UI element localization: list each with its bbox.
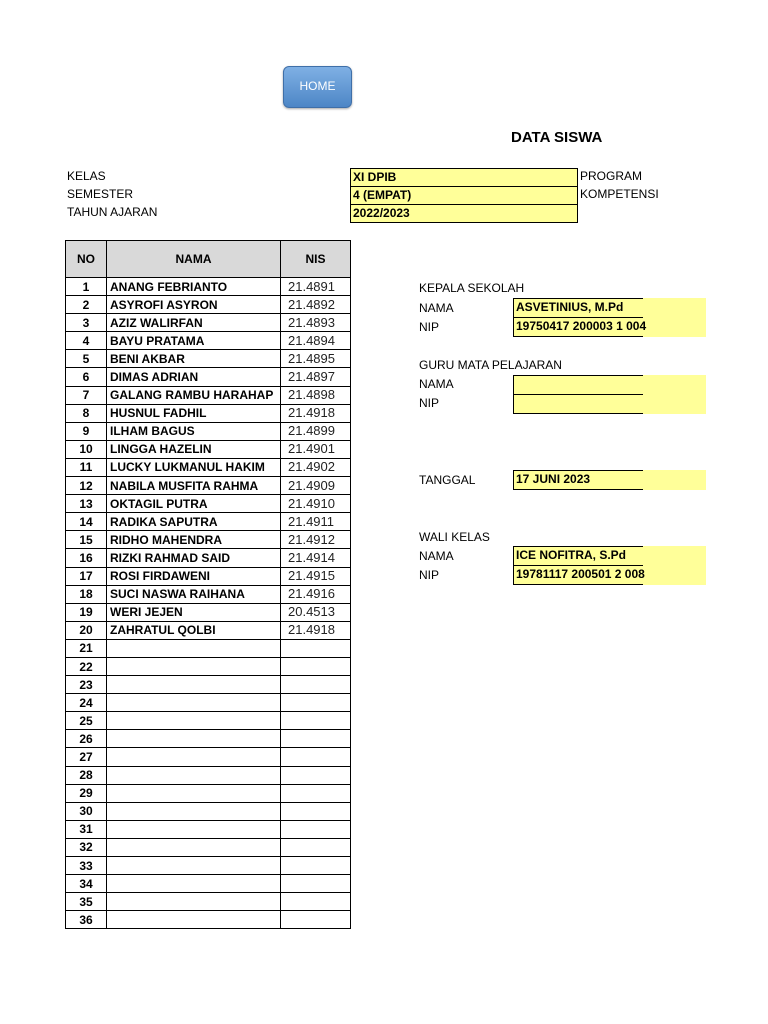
- table-row: [66, 820, 351, 838]
- row-number[interactable]: 35: [66, 893, 107, 911]
- student-nis[interactable]: 21.4918: [281, 404, 351, 422]
- guru-nama-label: NAMA: [419, 377, 454, 391]
- table-row: [66, 422, 351, 440]
- row-number[interactable]: 2: [66, 296, 107, 314]
- page-title: DATA SISWA: [511, 129, 603, 146]
- row-number[interactable]: 18: [66, 585, 107, 603]
- student-nis[interactable]: [281, 657, 351, 675]
- student-nis[interactable]: 21.4914: [281, 549, 351, 567]
- student-name[interactable]: HUSNUL FADHIL: [107, 404, 281, 422]
- table-row: [66, 332, 351, 350]
- student-nis[interactable]: 21.4895: [281, 350, 351, 368]
- student-nis[interactable]: [281, 712, 351, 730]
- home-button[interactable]: HOME: [283, 66, 352, 108]
- table-row: [66, 712, 351, 730]
- student-name[interactable]: GALANG RAMBU HARAHAP: [107, 386, 281, 404]
- table-row: [66, 621, 351, 639]
- student-name[interactable]: RADIKA SAPUTRA: [107, 513, 281, 531]
- table-row: [66, 458, 351, 476]
- student-nis[interactable]: [281, 838, 351, 856]
- row-number[interactable]: 30: [66, 802, 107, 820]
- table-row: [66, 495, 351, 513]
- table-row: [66, 603, 351, 621]
- table-row: [66, 857, 351, 875]
- semester-field[interactable]: 4 (EMPAT): [350, 186, 578, 205]
- student-nis[interactable]: [281, 893, 351, 911]
- row-number[interactable]: 16: [66, 549, 107, 567]
- wali-nama-label: NAMA: [419, 549, 454, 563]
- student-name[interactable]: [107, 802, 281, 820]
- student-name[interactable]: [107, 838, 281, 856]
- kepala-nip-field[interactable]: 19750417 200003 1 004: [513, 317, 643, 337]
- table-row: [66, 296, 351, 314]
- student-nis[interactable]: [281, 766, 351, 784]
- tahun-ajaran-field[interactable]: 2022/2023: [350, 204, 578, 223]
- student-nis[interactable]: 21.4899: [281, 422, 351, 440]
- tanggal-field[interactable]: 17 JUNI 2023: [513, 470, 643, 490]
- row-number[interactable]: 23: [66, 676, 107, 694]
- row-number[interactable]: 26: [66, 730, 107, 748]
- row-number[interactable]: 32: [66, 838, 107, 856]
- table-row: [66, 386, 351, 404]
- student-nis[interactable]: [281, 676, 351, 694]
- student-name[interactable]: ILHAM BAGUS: [107, 422, 281, 440]
- student-nis[interactable]: 21.4891: [281, 278, 351, 296]
- row-number[interactable]: 19: [66, 603, 107, 621]
- student-name[interactable]: [107, 657, 281, 675]
- student-name[interactable]: RIZKI RAHMAD SAID: [107, 549, 281, 567]
- column-header-no: NO: [66, 241, 107, 278]
- student-nis[interactable]: [281, 857, 351, 875]
- student-name[interactable]: [107, 893, 281, 911]
- row-number[interactable]: 27: [66, 748, 107, 766]
- table-row: [66, 694, 351, 712]
- student-nis[interactable]: 21.4909: [281, 477, 351, 495]
- row-number[interactable]: 33: [66, 857, 107, 875]
- table-row: [66, 766, 351, 784]
- student-name[interactable]: LINGGA HAZELIN: [107, 440, 281, 458]
- row-number[interactable]: 14: [66, 513, 107, 531]
- kompetensi-label: KOMPETENSI: [580, 187, 659, 201]
- student-name[interactable]: [107, 748, 281, 766]
- table-row: [66, 676, 351, 694]
- student-nis[interactable]: [281, 694, 351, 712]
- table-row: [66, 911, 351, 929]
- row-number[interactable]: 24: [66, 694, 107, 712]
- student-nis[interactable]: 20.4513: [281, 603, 351, 621]
- row-number[interactable]: 21: [66, 639, 107, 657]
- student-nis[interactable]: 21.4916: [281, 585, 351, 603]
- table-row: [66, 278, 351, 296]
- row-number[interactable]: 3: [66, 314, 107, 332]
- wali-nip-field[interactable]: 19781117 200501 2 008: [513, 565, 643, 585]
- student-nis[interactable]: [281, 730, 351, 748]
- student-name[interactable]: RIDHO MAHENDRA: [107, 531, 281, 549]
- student-nis[interactable]: [281, 911, 351, 929]
- wali-kelas-heading: WALI KELAS: [419, 530, 490, 544]
- student-name[interactable]: OKTAGIL PUTRA: [107, 495, 281, 513]
- student-nis[interactable]: 21.4912: [281, 531, 351, 549]
- kepala-nip-label: NIP: [419, 320, 440, 334]
- student-nis[interactable]: [281, 639, 351, 657]
- kelas-field[interactable]: XI DPIB: [350, 168, 578, 187]
- table-row: [66, 513, 351, 531]
- semester-label: SEMESTER: [67, 187, 134, 201]
- student-name[interactable]: [107, 766, 281, 784]
- student-name[interactable]: [107, 820, 281, 838]
- table-row: [66, 567, 351, 585]
- student-name[interactable]: [107, 730, 281, 748]
- guru-nip-label: NIP: [419, 396, 440, 410]
- row-number[interactable]: 10: [66, 440, 107, 458]
- row-number[interactable]: 17: [66, 567, 107, 585]
- student-nis[interactable]: [281, 875, 351, 893]
- row-number[interactable]: 5: [66, 350, 107, 368]
- student-nis[interactable]: 21.4910: [281, 495, 351, 513]
- student-nis[interactable]: [281, 820, 351, 838]
- student-name[interactable]: [107, 712, 281, 730]
- row-number[interactable]: 22: [66, 657, 107, 675]
- wali-nama-field[interactable]: ICE NOFITRA, S.Pd: [513, 546, 643, 566]
- column-header-nama: NAMA: [107, 241, 281, 278]
- student-nis[interactable]: 21.4894: [281, 332, 351, 350]
- row-number[interactable]: 20: [66, 621, 107, 639]
- row-number[interactable]: 36: [66, 911, 107, 929]
- row-number[interactable]: 28: [66, 766, 107, 784]
- guru-nama-field[interactable]: [513, 375, 643, 395]
- row-number[interactable]: 34: [66, 875, 107, 893]
- row-number[interactable]: 31: [66, 820, 107, 838]
- student-nis[interactable]: 21.4915: [281, 567, 351, 585]
- student-nis[interactable]: 21.4898: [281, 386, 351, 404]
- row-number[interactable]: 7: [66, 386, 107, 404]
- row-number[interactable]: 9: [66, 422, 107, 440]
- student-name[interactable]: ANANG FEBRIANTO: [107, 278, 281, 296]
- row-number[interactable]: 6: [66, 368, 107, 386]
- row-number[interactable]: 8: [66, 404, 107, 422]
- table-row: [66, 838, 351, 856]
- row-number[interactable]: 25: [66, 712, 107, 730]
- table-row: [66, 748, 351, 766]
- student-name[interactable]: DIMAS ADRIAN: [107, 368, 281, 386]
- row-number[interactable]: 4: [66, 332, 107, 350]
- table-row: [66, 549, 351, 567]
- student-nis[interactable]: [281, 802, 351, 820]
- row-number[interactable]: 13: [66, 495, 107, 513]
- table-row: [66, 531, 351, 549]
- student-nis[interactable]: 21.4893: [281, 314, 351, 332]
- table-row: [66, 477, 351, 495]
- student-nis[interactable]: 21.4902: [281, 458, 351, 476]
- tanggal-label: TANGGAL: [419, 473, 476, 487]
- student-name[interactable]: BAYU PRATAMA: [107, 332, 281, 350]
- program-label: PROGRAM: [580, 169, 643, 183]
- kepala-nama-field[interactable]: ASVETINIUS, M.Pd: [513, 298, 643, 318]
- tahun-ajaran-label: TAHUN AJARAN: [67, 205, 158, 219]
- wali-nip-label: NIP: [419, 568, 440, 582]
- table-row: [66, 875, 351, 893]
- student-name[interactable]: BENI AKBAR: [107, 350, 281, 368]
- student-nis[interactable]: 21.4911: [281, 513, 351, 531]
- student-table: [65, 240, 351, 929]
- student-name[interactable]: NABILA MUSFITA RAHMA: [107, 477, 281, 495]
- table-row: [66, 784, 351, 802]
- student-name[interactable]: [107, 784, 281, 802]
- student-name[interactable]: [107, 875, 281, 893]
- student-name[interactable]: ZAHRATUL QOLBI: [107, 621, 281, 639]
- table-row: [66, 404, 351, 422]
- student-name[interactable]: [107, 676, 281, 694]
- student-nis[interactable]: 21.4892: [281, 296, 351, 314]
- student-name[interactable]: [107, 639, 281, 657]
- guru-heading: GURU MATA PELAJARAN: [419, 358, 562, 372]
- table-row: [66, 730, 351, 748]
- student-nis[interactable]: 21.4918: [281, 621, 351, 639]
- guru-nip-field[interactable]: [513, 394, 643, 414]
- table-row: [66, 893, 351, 911]
- row-number[interactable]: 15: [66, 531, 107, 549]
- student-nis[interactable]: [281, 784, 351, 802]
- table-row: [66, 368, 351, 386]
- column-header-nis: NIS: [281, 241, 351, 278]
- student-name[interactable]: ROSI FIRDAWENI: [107, 567, 281, 585]
- kelas-label: KELAS: [67, 169, 106, 183]
- student-nis[interactable]: [281, 748, 351, 766]
- student-name[interactable]: ASYROFI ASYRON: [107, 296, 281, 314]
- kepala-sekolah-heading: KEPALA SEKOLAH: [419, 281, 525, 295]
- student-name[interactable]: [107, 694, 281, 712]
- student-nis[interactable]: 21.4901: [281, 440, 351, 458]
- row-number[interactable]: 11: [66, 458, 107, 476]
- student-nis[interactable]: 21.4897: [281, 368, 351, 386]
- row-number[interactable]: 1: [66, 278, 107, 296]
- kepala-nama-label: NAMA: [419, 301, 454, 315]
- table-row: [66, 350, 351, 368]
- table-row: [66, 440, 351, 458]
- student-name[interactable]: LUCKY LUKMANUL HAKIM: [107, 458, 281, 476]
- student-name[interactable]: SUCI NASWA RAIHANA: [107, 585, 281, 603]
- student-name[interactable]: AZIZ WALIRFAN: [107, 314, 281, 332]
- table-row: [66, 639, 351, 657]
- student-name[interactable]: [107, 857, 281, 875]
- table-row: [66, 657, 351, 675]
- row-number[interactable]: 12: [66, 477, 107, 495]
- row-number[interactable]: 29: [66, 784, 107, 802]
- table-row: [66, 314, 351, 332]
- table-row: [66, 802, 351, 820]
- table-row: [66, 585, 351, 603]
- student-name[interactable]: [107, 911, 281, 929]
- student-name[interactable]: WERI JEJEN: [107, 603, 281, 621]
